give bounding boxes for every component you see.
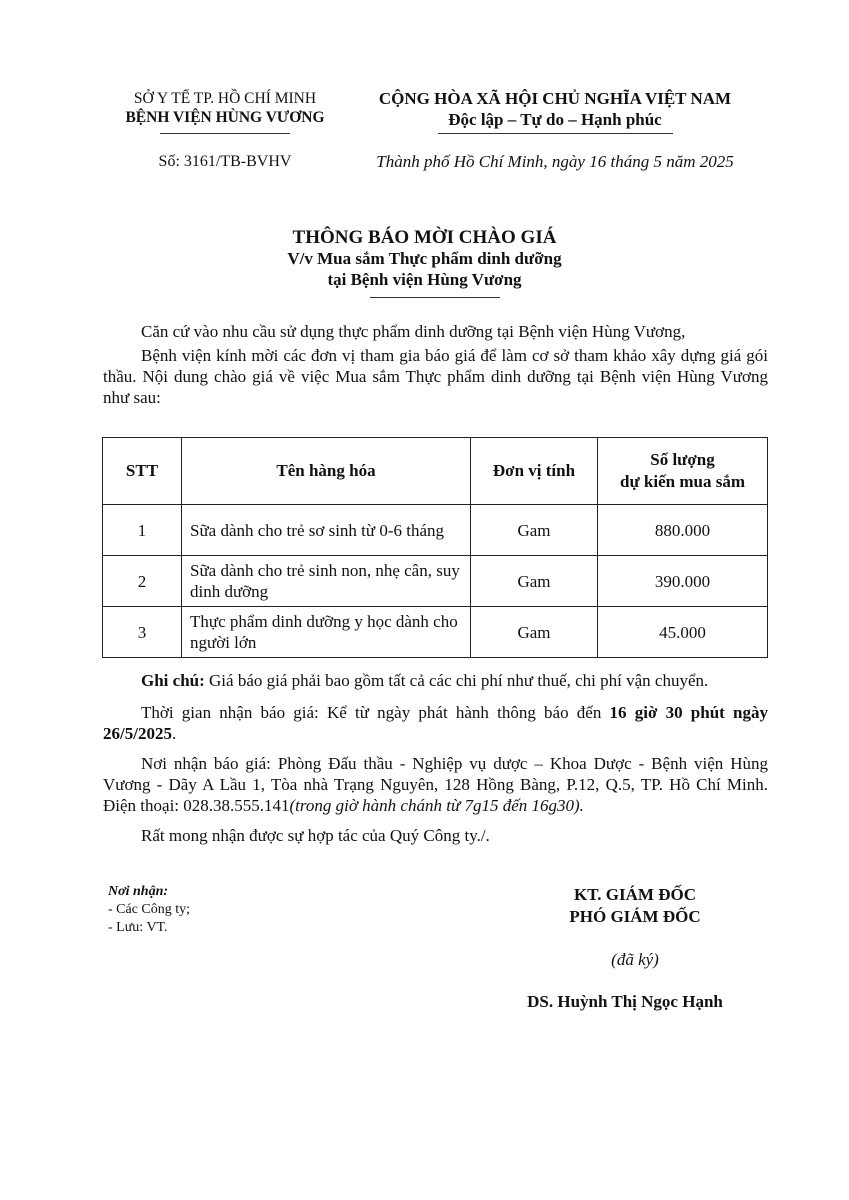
agency-name: SỞ Y TẾ TP. HỒ CHÍ MINH xyxy=(133,90,317,107)
closing-paragraph: Rất mong nhận được sự hợp tác của Quý Công ty./. xyxy=(141,826,490,845)
place-date: Thành phố Hồ Chí Minh, ngày 16 tháng 5 năm 2025 xyxy=(376,152,734,171)
cell-quantity: 880.000 xyxy=(598,505,768,556)
recipient-item: - Lưu: VT. xyxy=(108,920,168,935)
table-header-row xyxy=(103,438,768,505)
republic-name: CỘNG HÒA XÃ HỘI CHỦ NGHĨA VIỆT NAM xyxy=(378,89,732,108)
national-motto: Độc lập – Tự do – Hạnh phúc xyxy=(448,110,662,129)
cell-stt: 2 xyxy=(103,556,182,607)
table-row xyxy=(103,607,768,658)
col-header-name: Tên hàng hóa xyxy=(182,438,471,505)
deadline-end: . xyxy=(171,724,177,743)
note-paragraph xyxy=(103,670,768,691)
cell-unit: Gam xyxy=(471,505,598,556)
cell-unit: Gam xyxy=(471,607,598,658)
motto-underline xyxy=(438,133,673,134)
national-header xyxy=(355,88,755,130)
document-title: THÔNG BÁO MỜI CHÀO GIÁ xyxy=(292,227,557,248)
document-number: Số: 3161/TB-BVHV xyxy=(158,153,292,170)
deadline-text: Thời gian nhận báo giá: Kể từ ngày phát hành thông báo đến xyxy=(141,703,610,722)
table-row xyxy=(103,505,768,556)
submission-place-text: Nơi nhận báo giá: Phòng Đấu thầu - Nghiệp vụ dược – Khoa Dược - Bệnh viện Hùng Vương - Dãy A Lầu 1, Tòa nhà Trạng Nguyên, 128 Hồng Bàng, P.12, Q.5, TP. Hồ Chí Minh. Điện thoại: 028.38.555.141 xyxy=(103,754,768,815)
deadline-value: 16 giờ 30 phút ngày 26/5/2025 xyxy=(103,703,768,743)
issuer-block xyxy=(95,89,355,127)
paragraph-basis: Căn cứ vào nhu cầu sử dụng thực phẩm dinh dưỡng tại Bệnh viện Hùng Vương, xyxy=(141,322,686,341)
cell-name: Thực phẩm dinh dưỡng y học dành cho người lớn xyxy=(182,607,471,658)
cell-unit: Gam xyxy=(471,556,598,607)
submission-place-paragraph xyxy=(103,753,768,816)
signature-title-2: PHÓ GIÁM ĐỐC xyxy=(569,907,701,926)
recipients-block xyxy=(108,883,190,937)
title-underline xyxy=(370,297,500,298)
signer-name: DS. Huỳnh Thị Ngọc Hạnh xyxy=(527,992,723,1011)
deadline-paragraph xyxy=(103,702,768,744)
table-row xyxy=(103,556,768,607)
col-header-quantity-line2: dự kiến mua sắm xyxy=(620,472,745,491)
recipients-label: Nơi nhận: xyxy=(108,884,169,899)
cell-stt: 3 xyxy=(103,607,182,658)
cell-name: Sữa dành cho trẻ sinh non, nhẹ cân, suy dinh dưỡng xyxy=(182,556,471,607)
note-text: Giá báo giá phải bao gồm tất cả các chi phí như thuế, chi phí vận chuyển. xyxy=(204,671,709,690)
issuer-underline xyxy=(160,133,290,134)
cell-quantity: 390.000 xyxy=(598,556,768,607)
recipient-item: - Các Công ty; xyxy=(108,902,191,917)
document-subject-line1: V/v Mua sắm Thực phẩm dinh dưỡng xyxy=(287,249,562,268)
goods-table xyxy=(102,437,768,658)
note-label: Ghi chú: xyxy=(141,671,205,690)
col-header-stt: STT xyxy=(103,438,182,505)
col-header-quantity-line1: Số lượng xyxy=(650,450,715,469)
col-header-unit: Đơn vị tính xyxy=(471,438,598,505)
cell-name: Sữa dành cho trẻ sơ sinh từ 0-6 tháng xyxy=(182,505,471,556)
cell-quantity: 45.000 xyxy=(598,607,768,658)
hospital-name: BỆNH VIỆN HÙNG VƯƠNG xyxy=(125,109,325,126)
office-hours: (trong giờ hành chánh từ 7g15 đến 16g30). xyxy=(289,796,584,815)
signed-note: (đã ký) xyxy=(611,950,659,969)
cell-stt: 1 xyxy=(103,505,182,556)
signature-title-1: KT. GIÁM ĐỐC xyxy=(574,885,696,904)
col-header-quantity xyxy=(598,438,768,505)
document-subject-line2: tại Bệnh viện Hùng Vương xyxy=(327,270,522,289)
paragraph-invitation: Bệnh viện kính mời các đơn vị tham gia báo giá để làm cơ sở tham khảo xây dựng giá gói thầu. Nội dung chào giá về việc Mua sắm Thực phẩm dinh dưỡng tại Bệnh viện Hùng Vương như sau: xyxy=(103,346,768,407)
